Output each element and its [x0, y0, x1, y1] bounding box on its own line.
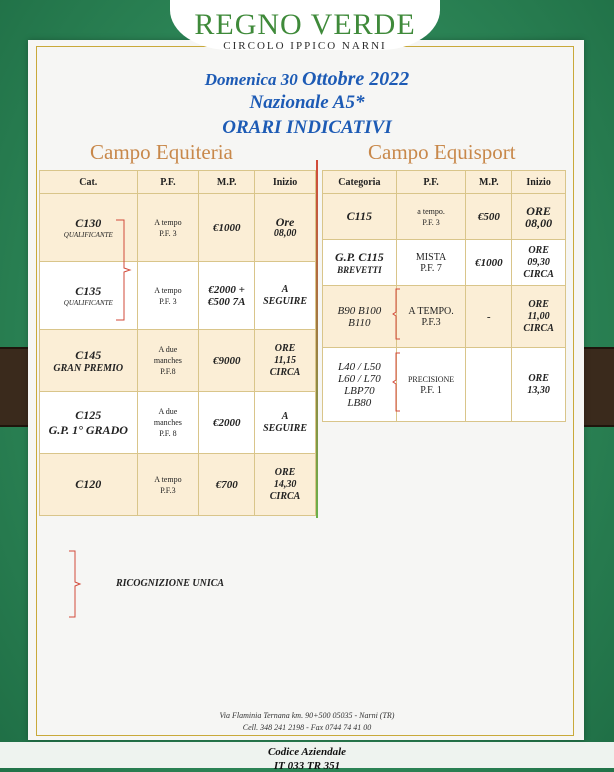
- pf-cell: [396, 286, 466, 348]
- category-cell: [323, 240, 397, 286]
- start-cell: [255, 392, 316, 454]
- start-line: SEGUIRE: [263, 295, 308, 307]
- category-cell: [40, 454, 138, 516]
- start-line: ORE: [526, 203, 551, 218]
- pf-cell: [137, 454, 199, 516]
- col-header: P.F.: [396, 171, 466, 194]
- left-field-title: Campo Equiteria: [90, 140, 233, 164]
- start-line: 08,00: [273, 227, 297, 239]
- start-line: ORE: [274, 466, 296, 478]
- start-cell: [512, 348, 566, 422]
- footer-contacts: Cell. 348 241 2198 - Fax 0744 74 41 00: [242, 723, 372, 732]
- prize-cell: €700: [199, 454, 255, 516]
- company-code-label: Codice Aziendale: [267, 746, 347, 758]
- col-header: P.F.: [137, 171, 199, 194]
- pf-line: A due: [158, 345, 178, 354]
- prize-cell: €2000: [199, 392, 255, 454]
- start-line: CIRCA: [523, 268, 554, 280]
- prize-cell: €2000 + €500 7A: [199, 262, 255, 330]
- pf-line: P.F. 7: [420, 262, 442, 274]
- pf-cell: [137, 330, 199, 392]
- table-row: [323, 194, 566, 240]
- category-name: C135: [75, 284, 102, 298]
- divider-line: [316, 160, 318, 518]
- pf-line: A due: [158, 407, 178, 416]
- prize-cell: €1000: [199, 194, 255, 262]
- col-header: Categoria: [323, 171, 397, 194]
- pf-cell: [137, 194, 199, 262]
- pf-line: manches: [153, 418, 182, 427]
- category-cell: [40, 392, 138, 454]
- category-sub: G.P. 1° GRADO: [48, 422, 128, 437]
- pf-line: P.F. 8: [159, 429, 177, 438]
- pf-line: PRECISIONE: [407, 374, 455, 384]
- start-line: 11,15: [274, 354, 297, 366]
- table-row: [323, 286, 566, 348]
- pf-line: P.F. 3: [422, 217, 440, 227]
- category-sub: BREVETTI: [337, 265, 382, 275]
- event-level: Nazionale A5*: [249, 92, 365, 113]
- start-line: 09,30: [527, 256, 550, 268]
- ricognizione-brace-icon: [68, 550, 82, 618]
- start-cell: [512, 240, 566, 286]
- logo-subtitle: CIRCOLO IPPICO NARNI: [223, 40, 387, 52]
- right-schedule-table: [322, 170, 566, 422]
- start-line: Ore: [275, 214, 295, 229]
- table-row: [323, 240, 566, 286]
- start-cell: [255, 262, 316, 330]
- table-header-row: [323, 171, 566, 194]
- event-date: [0, 68, 614, 91]
- pf-line: P.F. 1: [420, 384, 442, 396]
- pf-cell: [137, 392, 199, 454]
- pf-line: manches: [153, 356, 182, 365]
- prize-cell: -: [466, 286, 512, 348]
- col-header: M.P.: [199, 171, 255, 194]
- category-name: C125: [75, 407, 102, 422]
- start-cell: [255, 194, 316, 262]
- start-cell: [255, 454, 316, 516]
- category-sub: GRAN PREMIO: [53, 362, 124, 374]
- pf-line: A tempo: [154, 474, 182, 484]
- category-name: C130: [75, 216, 102, 230]
- pf-line: P.F. 3: [159, 296, 177, 306]
- category-sub: QUALIFICANTE: [63, 231, 113, 239]
- pf-cell: [396, 194, 466, 240]
- b-group-brace-icon: [392, 288, 404, 340]
- start-cell: [512, 194, 566, 240]
- pf-line: A TEMPO.: [408, 305, 454, 317]
- pf-line: P.F.3: [160, 485, 176, 495]
- prize-cell: [466, 348, 512, 422]
- prize-cell: €1000: [466, 240, 512, 286]
- category-cell: [40, 330, 138, 392]
- start-line: 14,30: [273, 478, 297, 490]
- col-header: M.P.: [466, 171, 512, 194]
- l-group-brace-icon: [392, 352, 404, 412]
- qualifier-brace-icon: [114, 218, 134, 322]
- pf-cell: [137, 262, 199, 330]
- table-row: [323, 348, 566, 422]
- table-row: [40, 262, 316, 330]
- pf-line: A tempo: [154, 285, 182, 295]
- pf-line: a tempo.: [417, 206, 445, 216]
- pf-line: P.F. 3: [159, 228, 177, 238]
- table-row: [40, 330, 316, 392]
- left-schedule-table: [39, 170, 316, 516]
- category-cell: B90 B100 B110: [323, 286, 397, 348]
- category-name: G.P. C115: [334, 250, 384, 264]
- table-row: [40, 392, 316, 454]
- pf-cell: [396, 348, 466, 422]
- table-row: [40, 454, 316, 516]
- category-name: C145: [75, 347, 102, 362]
- start-line: 13,30: [527, 384, 550, 396]
- start-line: A: [281, 283, 289, 295]
- event-date-month: Ottobre 2022: [302, 68, 410, 90]
- category-name: C120: [75, 477, 102, 491]
- pf-line: MISTA: [415, 251, 447, 263]
- start-line: CIRCA: [269, 366, 301, 378]
- col-header: Inizio: [255, 171, 316, 194]
- schedule-title: ORARI INDICATIVI: [222, 117, 392, 138]
- start-line: ORE: [274, 342, 296, 354]
- ricognizione-note: RICOGNIZIONE UNICA: [116, 578, 225, 589]
- pf-line: P.F.3: [421, 316, 441, 328]
- event-date-day: Domenica 30: [204, 70, 303, 89]
- start-cell: [255, 330, 316, 392]
- pf-cell: [396, 240, 466, 286]
- prize-cell: €9000: [199, 330, 255, 392]
- start-line: SEGUIRE: [263, 422, 308, 434]
- logo-title: REGNO VERDE: [194, 8, 416, 41]
- footer-address: Via Flaminia Ternana km. 90+500 05035 - Narni (TR): [219, 711, 395, 720]
- start-line: 08,00: [525, 215, 553, 230]
- col-header: Cat.: [40, 171, 138, 194]
- category-cell: L40 / L50 L60 / L70 LBP70 LB80: [323, 348, 397, 422]
- pf-line: A tempo: [154, 217, 182, 227]
- table-header-row: [40, 171, 316, 194]
- pf-line: P.F.8: [160, 367, 176, 376]
- right-field-title: Campo Equisport: [368, 140, 516, 164]
- start-line: 11,00: [527, 310, 550, 322]
- category-sub: QUALIFICANTE: [63, 299, 113, 307]
- start-line: CIRCA: [523, 322, 554, 334]
- start-cell: [512, 286, 566, 348]
- start-line: ORE: [528, 298, 549, 310]
- prize-cell: €500: [466, 194, 512, 240]
- company-code-value: IT 033 TR 351: [273, 760, 341, 772]
- start-line: A: [281, 410, 289, 422]
- start-line: ORE: [528, 244, 549, 256]
- table-row: [40, 194, 316, 262]
- start-line: CIRCA: [269, 490, 301, 502]
- start-line: ORE: [528, 372, 549, 384]
- category-cell: C115: [323, 194, 397, 240]
- col-header: Inizio: [512, 171, 566, 194]
